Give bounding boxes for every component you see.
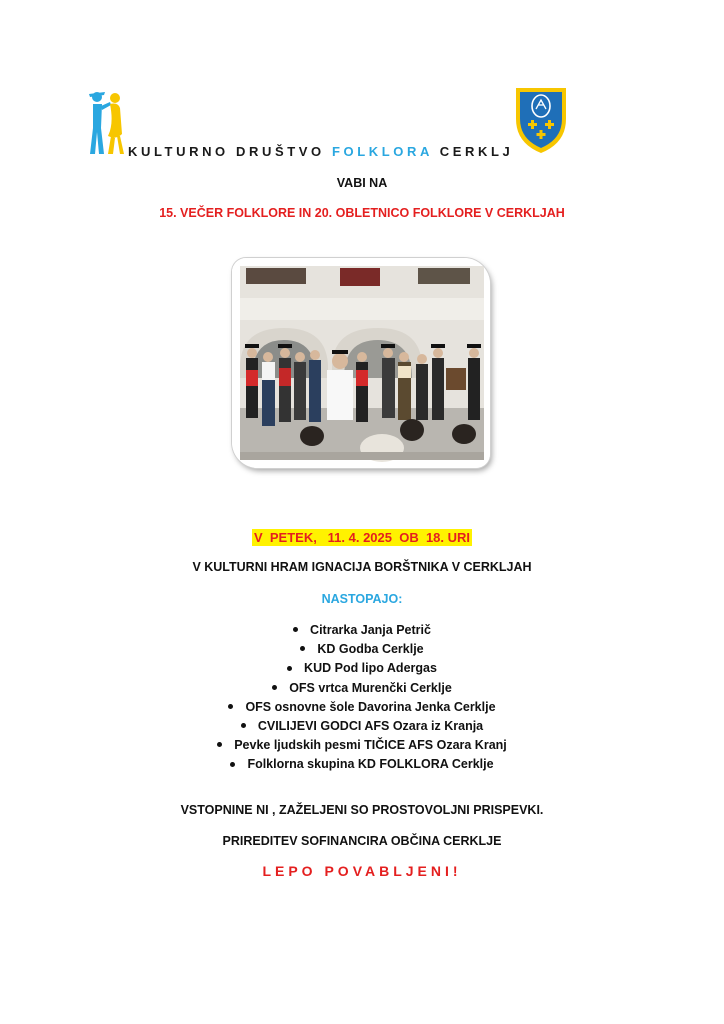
list-item bbox=[0, 640, 724, 659]
performer-name: Folklorna skupina KD FOLKLORA Cerklje bbox=[247, 757, 494, 772]
event-title: 15. VEČER FOLKLORE IN 20. OBLETNICO FOLKLORE V CERKLJAH bbox=[159, 206, 565, 220]
performer-name: KD Godba Cerklje bbox=[317, 642, 424, 657]
bullet-icon bbox=[287, 666, 292, 671]
coat-of-arms-icon bbox=[514, 85, 568, 155]
bullet-icon bbox=[217, 742, 222, 747]
performer-name: OFS vrtca Murenčki Cerklje bbox=[289, 680, 452, 695]
list-item bbox=[0, 755, 724, 774]
bullet-icon bbox=[300, 646, 305, 651]
bullet-icon bbox=[272, 685, 277, 690]
performer-name: CVILIJEVI GODCI AFS Ozara iz Kranja bbox=[257, 719, 484, 734]
entry-note: VSTOPNINE NI , ZAŽELJENI SO PROSTOVOLJNI PRISPEVKI. bbox=[180, 803, 544, 817]
event-date: V PETEK, 11. 4. 2025 OB 18. URI bbox=[253, 530, 471, 545]
bullet-icon bbox=[293, 627, 298, 632]
organization-name bbox=[128, 144, 513, 159]
photo-illustration-icon bbox=[232, 258, 490, 468]
welcome-text: LEPO POVABLJENI! bbox=[262, 863, 462, 879]
bullet-icon bbox=[228, 704, 233, 709]
event-venue: V KULTURNI HRAM IGNACIJA BORŠTNIKA V CERKLJAH bbox=[192, 560, 532, 574]
sponsor-note: PRIREDITEV SOFINANCIRA OBČINA CERKLJE bbox=[222, 834, 502, 848]
dancing-couple-logo-icon bbox=[86, 88, 128, 158]
event-date-wrapper bbox=[0, 529, 724, 547]
list-item bbox=[0, 698, 724, 717]
org-name-part1: KULTURNO DRUŠTVO bbox=[128, 144, 325, 159]
org-name-part3: CERKLJ bbox=[439, 144, 514, 159]
list-item bbox=[0, 659, 724, 678]
performer-name: Pevke ljudskih pesmi TIČICE AFS Ozara Kranj bbox=[234, 738, 507, 753]
list-item bbox=[0, 621, 724, 640]
list-item bbox=[0, 736, 724, 755]
performer-name: Citrarka Janja Petrič bbox=[310, 623, 431, 637]
performer-name: OFS osnovne šole Davorina Jenka Cerklje bbox=[245, 699, 496, 714]
bullet-icon bbox=[230, 762, 235, 767]
performer-name: KUD Pod lipo Adergas bbox=[304, 661, 437, 676]
list-item bbox=[0, 717, 724, 736]
list-item bbox=[0, 679, 724, 698]
performers-heading: NASTOPAJO: bbox=[321, 592, 403, 606]
invite-text: VABI NA bbox=[336, 176, 388, 190]
org-name-part2: FOLKLORA bbox=[331, 144, 433, 159]
performers-list bbox=[0, 621, 724, 775]
bullet-icon bbox=[241, 723, 246, 728]
folk-ensemble-photo bbox=[232, 258, 490, 468]
